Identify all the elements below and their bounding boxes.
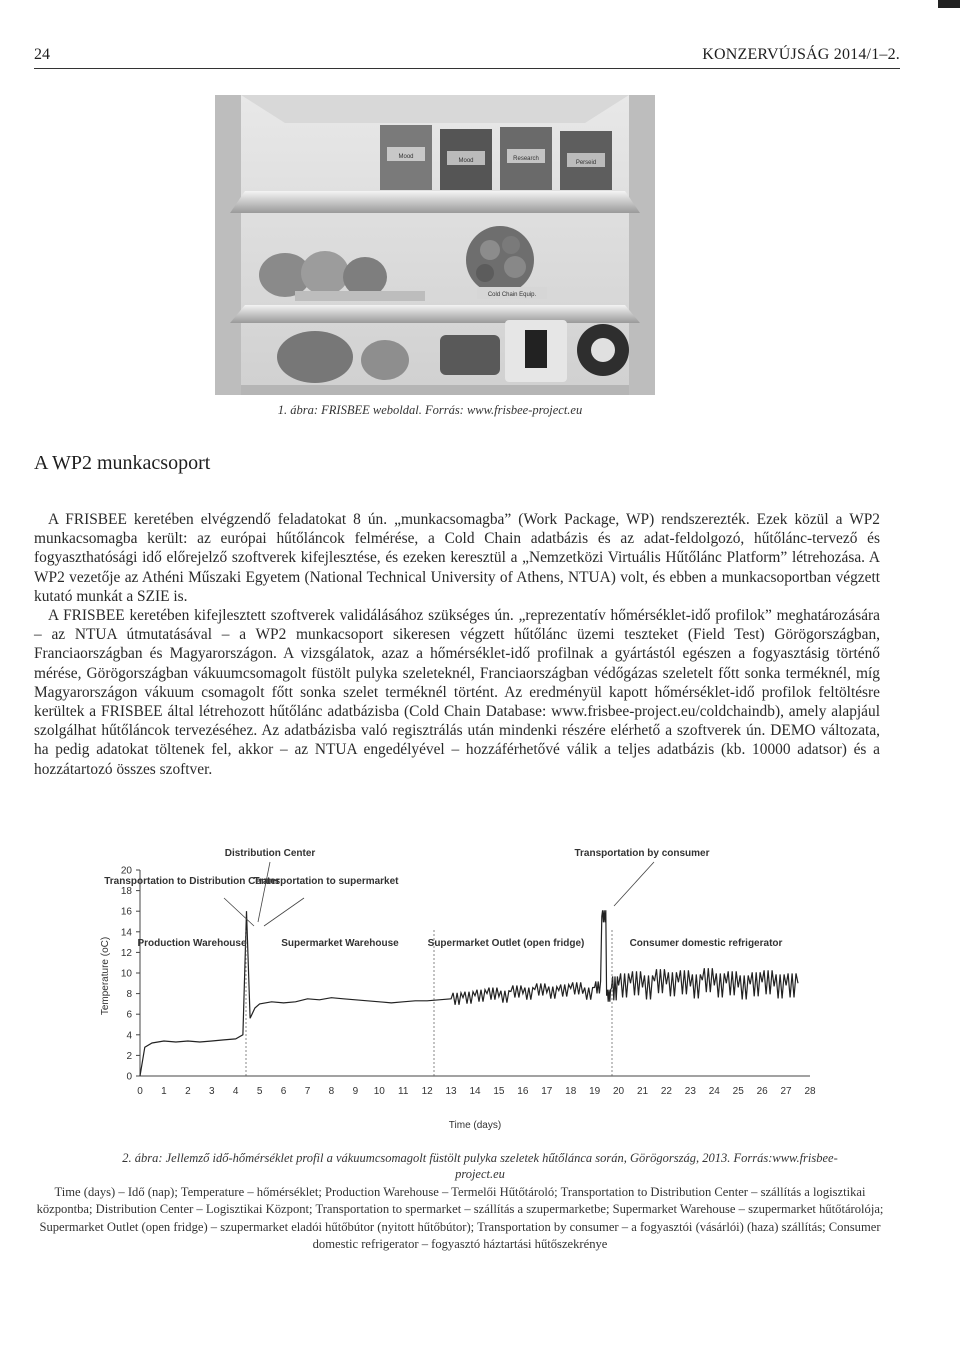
y-tick-label: 12 (120, 947, 132, 959)
x-tick-label: 13 (445, 1086, 457, 1097)
x-tick-label: 6 (280, 1086, 287, 1097)
x-tick-label: 3 (209, 1086, 215, 1097)
annot-transport-dc: Transportation to Distribution Center (104, 876, 280, 887)
x-tick-label: 28 (804, 1086, 816, 1097)
annot-transport-supermarket: Transportation to supermarket (253, 876, 399, 887)
y-tick-label: 8 (126, 989, 132, 1001)
x-tick-label: 24 (708, 1086, 720, 1097)
figure2-legend: Time (days) – Idő (nap); Temperature – hőmérséklet; Production Warehouse – Termelői Hűtőtároló; Transportation to Distribution Center – szállítás a logisztikai központba; Distribution Center – Logisztikai Központ; Transportation to spermarket – szállítás a szupermarketbe; Supermarket Warehouse – szupermarket hűtőtárolója; Supermarket Outlet (open fridge) – szupermarket eladói hűtőbútor (nyitott hűtőbútor); Transportation by consumer – a fogyasztói (vásárlói) (haza) szállítás; Consumer domestic refrigerator – fogyasztó háztartási hűtőszekrénye (36, 1185, 884, 1252)
annot-arrow (614, 862, 654, 906)
annot-arrow (264, 898, 304, 926)
y-tick-label: 14 (120, 927, 132, 939)
x-tick-label: 22 (660, 1086, 672, 1097)
fridge-photo (215, 95, 655, 395)
y-tick-label: 10 (120, 968, 132, 980)
journal-title: KONZERVÚJSÁG 2014/1–2. (702, 46, 900, 63)
y-axis-label: Temperature (oC) (100, 936, 111, 1016)
x-tick-label: 16 (517, 1086, 529, 1097)
y-tick-label: 2 (126, 1050, 132, 1062)
x-tick-label: 1 (161, 1086, 167, 1097)
x-tick-label: 21 (636, 1086, 649, 1097)
corner-mark (938, 0, 960, 8)
x-tick-label: 27 (780, 1086, 792, 1097)
x-tick-label: 7 (304, 1086, 311, 1097)
x-tick-label: 5 (256, 1086, 263, 1097)
y-tick-label: 16 (120, 906, 132, 918)
x-tick-label: 20 (613, 1086, 625, 1097)
y-tick-label: 0 (126, 1071, 132, 1083)
annot-consumer-fridge: Consumer domestic refrigerator (629, 938, 783, 949)
box-label-2: Mood (458, 158, 474, 164)
x-tick-label: 0 (137, 1086, 143, 1097)
figure2-caption: 2. ábra: Jellemző idő-hőmérséklet profil a vákuumcsomagolt füstölt pulyka szeletek hűtőlánca során, Görögország, 2013. Forrás:www.frisbee-project.eu (122, 1151, 838, 1181)
x-tick-label: 12 (421, 1086, 433, 1097)
x-tick-label: 18 (565, 1086, 577, 1097)
x-tick-label: 4 (232, 1086, 239, 1097)
box-label-1: Mood (398, 154, 414, 160)
x-tick-label: 23 (684, 1086, 696, 1097)
box-label-3: Research (513, 156, 539, 162)
page-number: 24 (34, 46, 50, 63)
y-tick-label: 20 (120, 865, 132, 877)
x-tick-label: 26 (756, 1086, 768, 1097)
annot-production-warehouse: Production Warehouse (137, 938, 247, 949)
paragraph: A FRISBEE keretében kifejlesztett szoftverek validálásához szükséges ún. „reprezentatív hőmérséklet-idő profilok” meghatározására – az NTUA útmutatásával – a WP2 munkacsoport sikeresen végzett hűtőlánc üzemi teszteket (Field Test) Görögországban, Franciaországban és Magyarországon. A vizsgálatok, azaz a hőmérséklet-idő profilnak a gyártástól egészen a fogyasztásig történő mérése, Görögországban vákuumcsomagolt füstölt pulyka szeleteknél, Franciaországban védőgázas szeletelt főtt sonka terméknél, míg Magyarországon vákuum csomagolt főtt sonka szelet terméknél történt. Az eredményül kapott hőmérséklet-idő profilok feltöltésre kerültek a FRISBEE által létrehozott hűtőlánc adatbázisba (Cold Chain Database: www.frisbee-project.eu/coldchaindb), amely alapjául szolgálhat hűtőláncok tervezéséhez. Az adatbázisba való regisztrálás után mindenki részére elérhető a szoftverek ún. DEMO változata, ha pedig adatokat töltenek fel, akkor – az NTUA engedélyével – hozzáférhetővé válik a teljes adatbázis (kb. 10000 adatsor) és a hozzátartozó összes szoftver. (34, 607, 880, 778)
x-tick-label: 17 (541, 1086, 553, 1097)
annot-supermarket-warehouse: Supermarket Warehouse (281, 938, 399, 949)
box-label-4: Perseid (575, 160, 597, 166)
x-axis-label: Time (days) (448, 1120, 502, 1131)
x-tick-label: 19 (589, 1086, 601, 1097)
section-title: A WP2 munkacsoport (34, 452, 211, 474)
x-tick-label: 15 (493, 1086, 505, 1097)
x-tick-label: 14 (469, 1086, 481, 1097)
annot-arrow (258, 862, 270, 922)
body-text (34, 510, 880, 779)
x-tick-label: 10 (373, 1086, 385, 1097)
x-tick-label: 25 (732, 1086, 744, 1097)
temperature-series-line (140, 910, 798, 1076)
page-header (34, 44, 900, 69)
y-tick-label: 18 (120, 886, 132, 898)
annot-distribution-center: Distribution Center (224, 848, 316, 859)
shelf-label: Cold Chain Equip. (487, 292, 537, 298)
x-tick-label: 8 (328, 1086, 335, 1097)
temperature-chart (94, 842, 830, 1142)
x-tick-label: 11 (398, 1086, 409, 1097)
y-tick-label: 6 (126, 1009, 132, 1021)
annot-transport-consumer: Transportation by consumer (574, 848, 710, 859)
annot-arrow (224, 898, 254, 926)
y-tick-label: 4 (126, 1030, 132, 1042)
x-tick-label: 2 (185, 1086, 191, 1097)
paragraph: A FRISBEE keretében elvégzendő feladatokat 8 ún. „munkacsomagba” (Work Package, WP) rendszerezték. Ezek közül a WP2 munkacsomagba került: az európai hűtőláncok felmérése, a Cold Chain adatbázis és az adat-feldolgozó, hűtőlánc-tervező és fogyaszthatósági idő előrejelző szoftverek kifejlesztése, és ezeken keresztül a „Nemzetközi Virtuális Hűtőlánc Platform” létrehozása. A WP2 vezetője az Athéni Műszaki Egyetem (National Technical University of Athens, NTUA) volt, és ebben a munkacsoportban végzett kutató munkát a SZIE is. (34, 511, 880, 605)
annot-supermarket-outlet: Supermarket Outlet (open fridge) (427, 938, 585, 949)
x-tick-label: 9 (352, 1086, 359, 1097)
figure1-caption: 1. ábra: FRISBEE weboldal. Forrás: www.frisbee-project.eu (277, 403, 583, 417)
